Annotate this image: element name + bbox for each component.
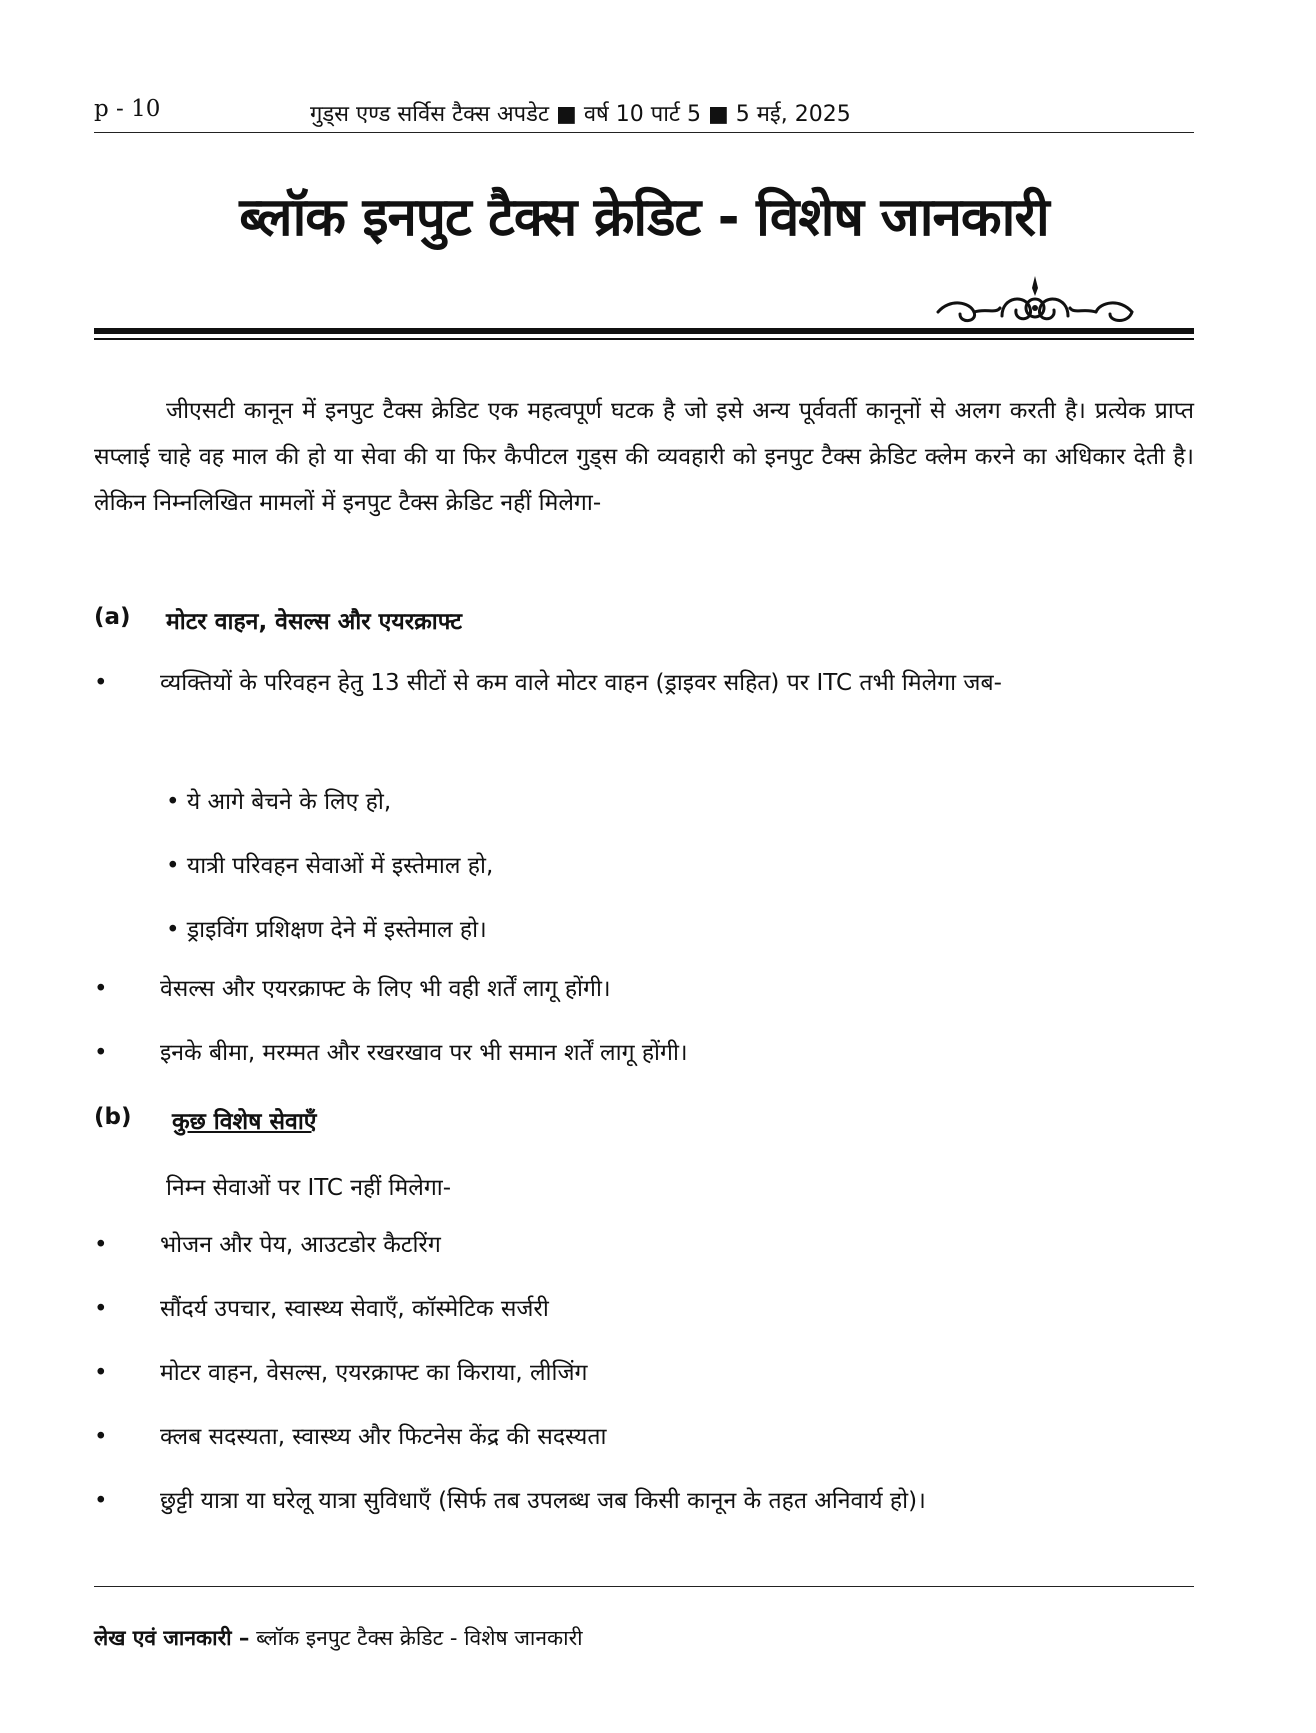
article-title: ब्लॉक इनपुट टैक्स क्रेडिट - विशेष जानकारी	[239, 187, 1049, 248]
list-item-text: इनके बीमा, मरम्मत और रखरखाव पर भी समान शर्तें लागू होंगी।	[160, 1040, 688, 1066]
bullet: •	[94, 1424, 108, 1450]
bullet: •	[94, 670, 108, 696]
title-rule-thin	[94, 338, 1194, 340]
bullet: •	[94, 1360, 108, 1386]
footer-divider	[94, 1586, 1194, 1587]
page-footer	[94, 1624, 583, 1652]
list-item-text: भोजन और पेय, आउटडोर कैटरिंग	[160, 1232, 441, 1258]
sub-list-item: • ड्राइविंग प्रशिक्षण देने में इस्तेमाल हो।	[166, 917, 487, 943]
section-a-label: (a)	[94, 604, 131, 630]
list-item-text: सौंदर्य उपचार, स्वास्थ्य सेवाएँ, कॉस्मेटिक सर्जरी	[160, 1296, 549, 1322]
section-b-label: (b)	[94, 1104, 132, 1130]
section-a-title: मोटर वाहन, वेसल्स और एयरक्राफ्ट	[166, 609, 462, 635]
list-item-text: छुट्टी यात्रा या घरेलू यात्रा सुविधाएँ (सिर्फ तब उपलब्ध जब किसी कानून के तहत अनिवार्य हो)।	[160, 1488, 926, 1514]
intro-paragraph: जीएसटी कानून में इनपुट टैक्स क्रेडिट एक महत्वपूर्ण घटक है जो इसे अन्य पूर्ववर्ती कानूनों से अलग करती है। प्रत्येक प्राप्त सप्लाई चाहे वह माल की हो या सेवा की या फिर कैपीटल गुड्स की व्यवहारी को इनपुट टैक्स क्रेडिट क्लेम करने का अधिकार देती है। लेकिन निम्नलिखित मामलों में इनपुट टैक्स क्रेडिट नहीं मिलेगा-	[94, 398, 1194, 516]
sub-list-item: • यात्री परिवहन सेवाओं में इस्तेमाल हो,	[166, 853, 494, 879]
bullet: •	[94, 1296, 108, 1322]
list-item-text: व्यक्तियों के परिवहन हेतु 13 सीटों से कम वाले मोटर वाहन (ड्राइवर सहित) पर ITC तभी मिलेगा जब-	[160, 670, 1002, 696]
section-b-title: कुछ विशेष सेवाएँ	[172, 1109, 317, 1135]
bullet: •	[94, 1488, 108, 1514]
section-b-note: निम्न सेवाओं पर ITC नहीं मिलेगा-	[166, 1175, 452, 1201]
section-b-heading	[94, 1104, 1194, 1144]
flourish-ornament-icon	[930, 268, 1140, 330]
title-rule-thick	[94, 328, 1194, 334]
section-a-heading	[94, 604, 1194, 644]
bullet: •	[94, 1232, 108, 1258]
sub-list-item: • ये आगे बेचने के लिए हो,	[166, 789, 392, 815]
bullet: •	[94, 1040, 108, 1066]
list-item-text: क्लब सदस्यता, स्वास्थ्य और फिटनेस केंद्र की सदस्यता	[160, 1424, 607, 1450]
footer-label: लेख एवं जानकारी –	[94, 1626, 250, 1650]
header-divider	[94, 132, 1194, 133]
footer-text: ब्लॉक इनपुट टैक्स क्रेडिट - विशेष जानकारी	[256, 1626, 583, 1650]
page-header	[94, 96, 1194, 130]
list-item-text: वेसल्स और एयरक्राफ्ट के लिए भी वही शर्तें लागू होंगी।	[160, 976, 611, 1002]
list-item-text: मोटर वाहन, वेसल्स, एयरक्राफ्ट का किराया, लीजिंग	[160, 1360, 588, 1386]
bullet: •	[94, 976, 108, 1002]
publication-line: गुड्स एण्ड सर्विस टैक्स अपडेट ■ वर्ष 10 पार्ट 5 ■ 5 मई, 2025	[310, 102, 851, 127]
page-number: p - 10	[94, 96, 161, 122]
